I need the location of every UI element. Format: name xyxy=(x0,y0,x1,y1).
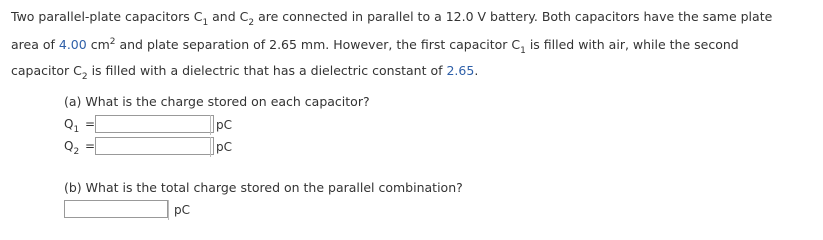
plate-area-value: 4.00 xyxy=(58,37,87,52)
total-answer-row xyxy=(64,200,194,220)
q2-input[interactable] xyxy=(95,137,214,155)
q1-answer-row xyxy=(64,115,254,135)
part-a-question: (a) What is the charge stored on each capacitor? xyxy=(64,94,370,109)
problem-line-1: Two parallel-plate capacitors $C_1$ and $C_2$ are connected in parallel to a 12.0 V battery. Both capacitors have the same plate xyxy=(11,9,773,28)
problem-line-3: capacitor $C_2$ is filled with a dielectric that has a dielectric constant of 2.65. xyxy=(11,63,479,82)
part-b-question: (b) What is the total charge stored on the parallel combination? xyxy=(64,180,463,195)
q1-equals: = xyxy=(85,117,96,131)
total-charge-input[interactable] xyxy=(64,200,168,218)
total-charge-unit: pC xyxy=(168,200,190,220)
q1-input[interactable] xyxy=(95,115,214,133)
q2-answer-row xyxy=(64,137,254,157)
dielectric-constant-value: 2.65 xyxy=(446,63,475,78)
q2-equals: = xyxy=(85,139,96,153)
q2-label: $Q_2$ xyxy=(64,139,80,157)
q2-unit: pC xyxy=(210,137,232,157)
problem-line-2: area of 4.00 $cm^2$ and plate separation of 2.65 mm. However, the first capacitor $C_1$ is filled with air, while the second xyxy=(11,37,739,56)
q1-label: $Q_1$ xyxy=(64,117,80,135)
q1-unit: pC xyxy=(210,115,232,135)
